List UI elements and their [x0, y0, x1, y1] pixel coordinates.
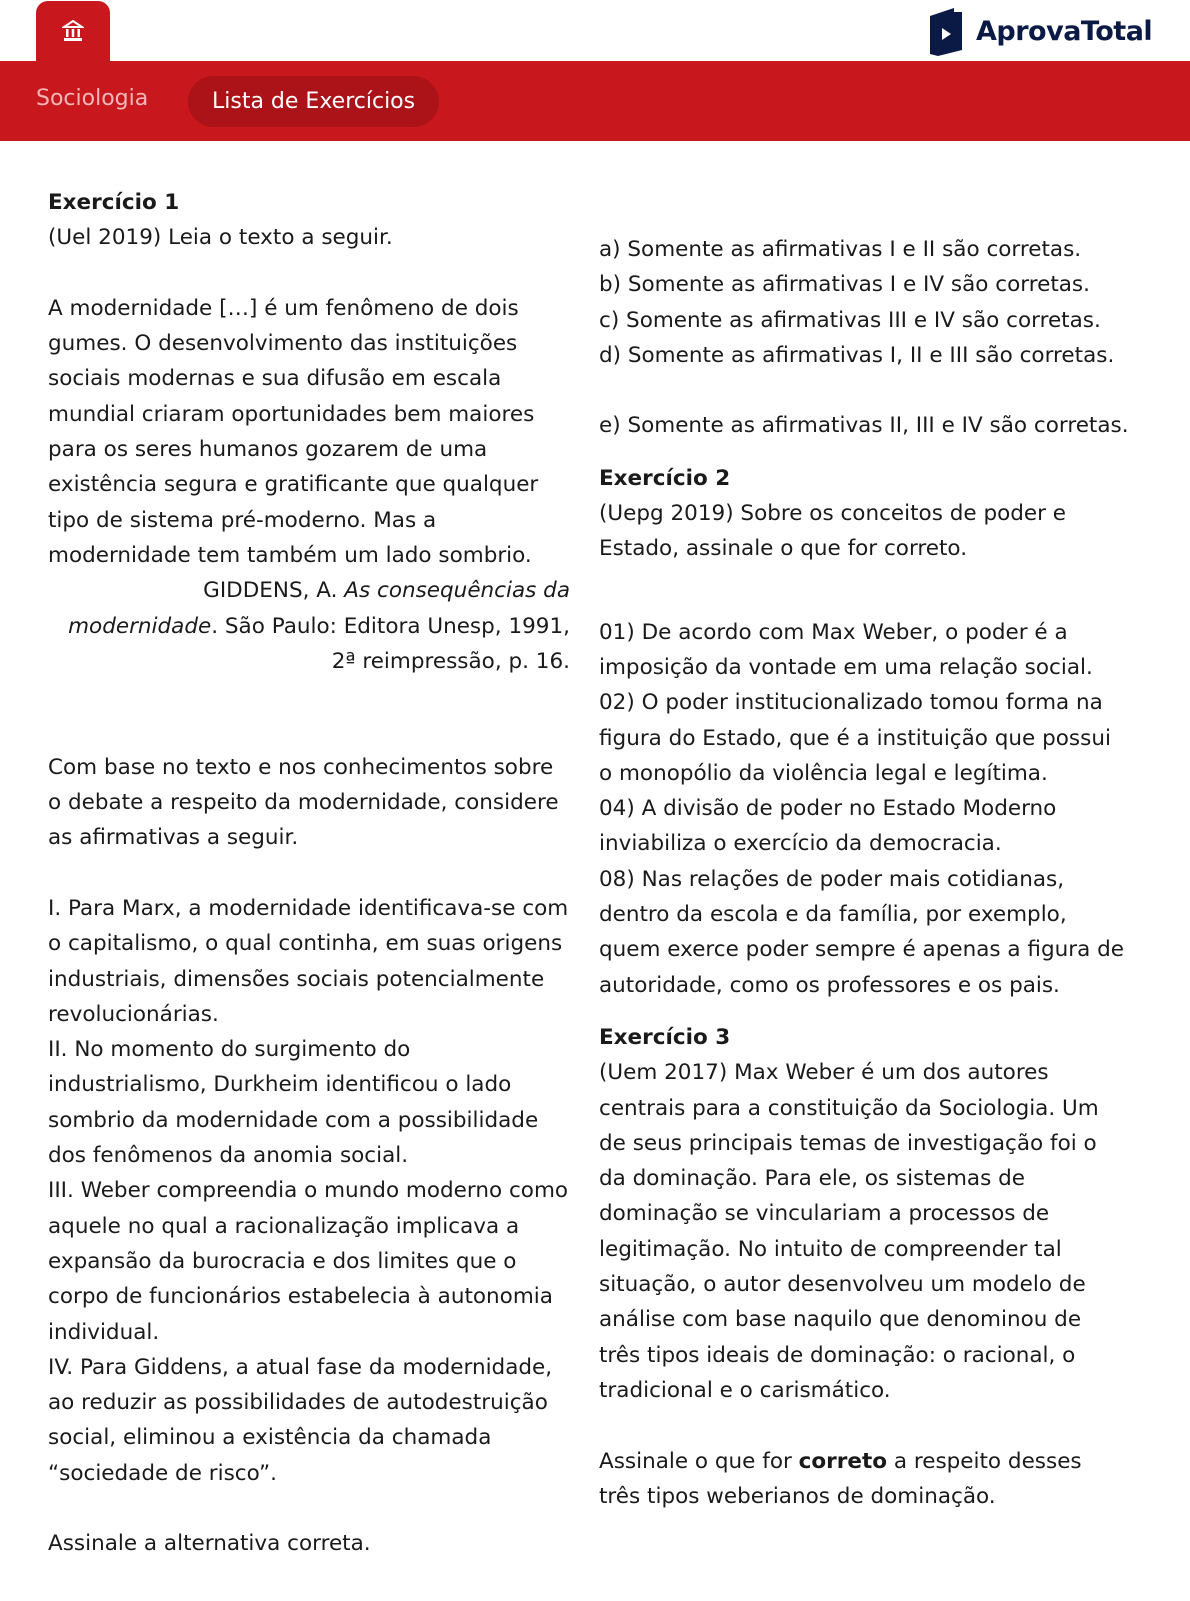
statement-1: I. Para Marx, a modernidade identificava-se com o capitalismo, o qual continha, em suas origens industriais, dimensões sociais potencialmente revolucionárias. — [48, 895, 569, 1027]
exercise-1-question: Assinale a alternativa correta. — [48, 1531, 371, 1557]
option-a: a) Somente as afirmativas I e II são corretas. — [599, 237, 1082, 262]
home-tab[interactable] — [36, 1, 110, 61]
exercise-1-citation — [48, 573, 570, 679]
question-text-end: a respeito desses três tipos weberianos de dominação. — [599, 1448, 1082, 1509]
top-bar — [0, 0, 1190, 61]
question-bold: correto — [798, 1448, 888, 1474]
nav-bar — [0, 61, 1190, 141]
option-b: b) Somente as afirmativas I e IV são corretas. — [599, 272, 1090, 298]
option-e: e) Somente as afirmativas II, III e IV são corretas. — [599, 413, 1129, 439]
ex2-item-02: 02) O poder institucionalizado tomou forma na figura do Estado, que é a instituição que possui o monopólio da violência legal e legítima. — [599, 690, 1111, 786]
cite-author: GIDDENS, A. — [203, 578, 345, 604]
tab-lista-de-exercicios[interactable]: Lista de Exercícios — [188, 76, 439, 127]
ex2-item-08: 08) Nas relações de poder mais cotidianas, dentro da escola e da família, por exemplo, quem exerce poder sempre é apenas a figura de autoridade, como os professores e os pais. — [599, 866, 1124, 998]
statement-2: II. No momento do surgimento do industrialismo, Durkheim identificou o lado sombrio da modernidade com a possibilidade dos fenômenos da anomia social. — [48, 1037, 539, 1169]
exercise-1-prompt: Com base no texto e nos conhecimentos sobre o debate a respeito da modernidade, considere as afirmativas a seguir. — [48, 754, 559, 851]
cite-title: As consequências da modernidade — [68, 578, 570, 639]
exercise-3-title: Exercício 3 — [599, 1024, 731, 1050]
ex2-item-04: 04) A divisão de poder no Estado Moderno inviabiliza o exercício da democracia. — [599, 796, 1057, 857]
breadcrumb-sociologia[interactable]: Sociologia — [36, 86, 149, 111]
statement-4: IV. Para Giddens, a atual fase da modernidade, ao reduzir as possibilidades de autodestruição social, eliminou a existência da chamada “sociedade de risco”. — [48, 1354, 553, 1486]
exercise-2-intro: (Uepg 2019) Sobre os conceitos de poder e Estado, assinale o que for correto. — [599, 501, 1067, 562]
cite-rest: . São Paulo: Editora Unesp, 1991, 2ª reimpressão, p. 16. — [211, 613, 570, 674]
exercise-3-intro: (Uem 2017) Max Weber é um dos autores centrais para a constituição da Sociologia. Um de seus principais temas de investigação foi o da dominação. Para ele, os sistemas de dominação se vinculariam a processos de legitimação. No intuito de compreender tal situação, o autor desenvolveu um modelo de análise com base naquilo que denominou de três tipos ideais de dominação: o racional, o tradicional e o carismático. — [599, 1060, 1099, 1403]
logo-text: AprovaTotal — [976, 15, 1153, 47]
exercise-2-title: Exercício 2 — [599, 465, 731, 491]
exercise-3-question — [599, 1444, 1129, 1515]
institution-icon — [62, 20, 84, 42]
exercise-1-quote: A modernidade […] é um fenômeno de dois gumes. O desenvolvimento das instituições sociais modernas e sua difusão em escala mundial criaram oportunidades bem maiores para os seres humanos gozarem de uma existência segura e gratificante que qualquer tipo de sistema pré-moderno. Mas a modernidade tem também um lado sombrio. — [48, 295, 539, 568]
right-column — [599, 232, 1129, 1514]
aprovatotal-logo[interactable] — [928, 6, 1152, 56]
option-d: d) Somente as afirmativas I, II e III são corretas. — [599, 342, 1115, 368]
statement-3: III. Weber compreendia o mundo moderno como aquele no qual a racionalização implicava a expansão da burocracia e dos limites que o corpo de funcionários estabelecia à autonomia individual. — [48, 1178, 569, 1345]
ex2-item-01: 01) De acordo com Max Weber, o poder é a imposição da vontade em uma relação social. — [599, 619, 1093, 680]
exercise-1-title: Exercício 1 — [48, 190, 180, 215]
left-column — [48, 185, 570, 1562]
exercise-1-intro: (Uel 2019) Leia o texto a seguir. — [48, 225, 393, 251]
question-text: Assinale o que for — [599, 1448, 799, 1474]
option-c: c) Somente as afirmativas III e IV são corretas. — [599, 307, 1101, 333]
book-play-icon — [928, 6, 964, 56]
